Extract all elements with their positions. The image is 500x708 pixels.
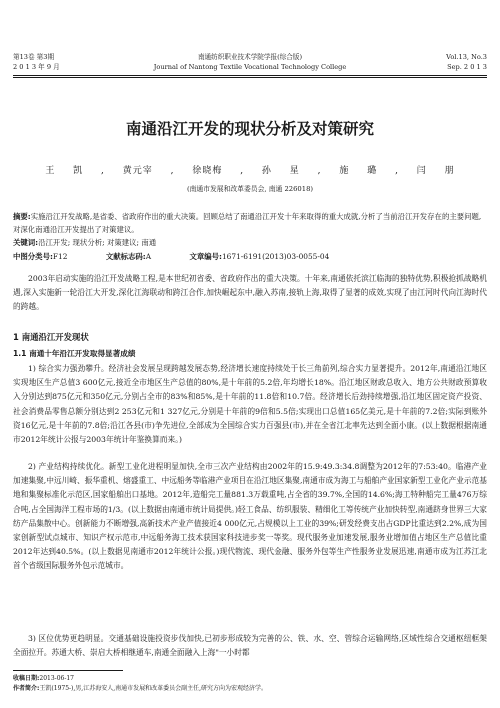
article-no-value: 1671-6191(2013)03-0055-04 (221, 252, 330, 261)
body-paragraph-2: 2) 产业结构持续优化。新型工业化进程明显加快,全市三次产业结构由2002年的15.9:49.3:34.8调整为2012年的7:53:40。临港产业加速集聚,中远川崎、振华重机、熔盛重工、中远船务等临港产业项目在沿江地区集聚,南通市成为海工与船舶产业国家新型工业化产业示范基地和集聚标准化示范区,国家船舶出口基地。2012年,造船完工量881.3万载重吨,占全省的39.7%,全国的14.6%;海工特种船完工量476万综合吨,占全国海洋工程市场的1/3。(以上数据由南通市统计局提供。)轻工食品、纺织服装、精细化工等传统产业加快转型,南通跻身世界三大家纺产品集散中心。创新能力不断增强,高新技术产业产值接近4 000亿元,占规模以上工业的39%;研发经费支出占GDP比重达到2.2%,成为国家创新型试点城市、知识产权示范市,中远船务海工技术获国家科技进步奖一等奖。现代服务业加速发展,服务业增加值占地区生产总值比重2012年达到40.5%。(以上数据见南通市2012年统计公报。)现代物流、现代金融、服务外包等生产性服务业发展迅速,南通市成为江苏江北首个省级国际服务外包示范城市。 (13, 462, 487, 571)
header-date: 2 0 1 3 年 9 月 (13, 63, 60, 71)
author-bio-label: 作者简介: (13, 685, 40, 692)
header-date-en: Sep. 2 0 1 3 (447, 63, 487, 71)
clc-label: 中图分类号: (13, 252, 53, 261)
keywords-line (13, 236, 487, 249)
section-heading: 1 南通沿江开发现状 (13, 332, 89, 342)
article-title: 南通沿江开发的现状分析及对策研究 (125, 120, 374, 138)
running-header (0, 52, 500, 74)
received-label: 收稿日期: (13, 675, 40, 682)
footnote-received (13, 674, 487, 684)
journal-name-en: Journal of Nantong Textile Vocational Technology College (153, 63, 347, 71)
header-issue (13, 52, 123, 72)
header-volume-issue: 第13卷 第3期 (13, 53, 55, 61)
abstract-text: 实施沿江开发战略,是省委、省政府作出的重大决策。回顾总结了南通沿江开发十年来取得的重大成就,分析了当前沿江开发存在的主要问题,对深化南通沿江开发提出了对策建议。 (13, 212, 482, 234)
clc-value: F12 (52, 252, 68, 261)
header-volume-en: Vol.13, No.3 (446, 53, 487, 61)
header-divider (13, 75, 487, 76)
keywords-label: 关键词: (13, 238, 39, 247)
footnote-author (13, 684, 487, 694)
footnote-divider (13, 670, 123, 671)
journal-name-cn: 南通纺织职业技术学院学报(综合版) (197, 53, 303, 61)
doc-code-label: 文献标志码: (105, 252, 146, 261)
article-authors: 王 凯 , 黄元宰 , 徐晓梅 , 孙 星 , 施 璐 , 闫 朋 (45, 166, 455, 176)
abstract-label: 摘要: (13, 212, 31, 221)
classification-line (13, 250, 487, 263)
received-date: 2013-06-17 (39, 675, 74, 682)
body-paragraph-1: 1) 综合实力强劲攀升。经济社会发展呈现跨越发展态势,经济增长速度持续处于长三角前列,综合实力显著提升。2012年,南通沿江地区实现地区生产总值3 600亿元,接近全市地区生产总值的80%,是十年前的5.2倍,年均增长18%。沿江地区财政总收入、地方公共财政预算收入分别达到875亿元和350亿元,分别占全市的83%和85%,是十年前的11.8倍和10.7倍。经济增长后劲持续增强,沿江地区固定资产投资、社会消费品零售总额分别达到2 253亿元和1 327亿元,分别是十年前的9倍和5.5倍;实现出口总值165亿美元,是十年前的7.2倍;实际到账外资16亿元,是十年前的7.8倍;沿江各县(市)争先进位,全部成为全国综合实力百强县(市),并在全省江北率先达到全面小康。(以上数据根据南通市2012年统计公报与2003年统计年鉴换算而来。) (13, 364, 487, 445)
header-divider-thin (13, 77, 487, 78)
author-bio: 王凯(1975-),男,江苏海安人,南通市发展和改革委员会副主任,研究方向为宏观经济学。 (39, 685, 268, 692)
article-affiliation: (南通市发展和改革委员会, 南通 226018) (186, 185, 314, 193)
subsection-heading: 1.1 南通十年沿江开发取得显著成绩 (13, 349, 136, 358)
header-journal (120, 52, 380, 72)
abstract-block (13, 210, 487, 236)
intro-paragraph: 2003年启动实施的沿江开发战略工程,是本世纪初省委、省政府作出的重大决策。十年来,南通依托滨江临海的独特优势,积极抢抓战略机遇,深入实施新一轮沿江大开发,深化江海联动和跨江合作,加快崛起东中,融入苏南,接轨上海,取得了显著的成效,实现了由江河时代向江海时代的跨越。 (13, 274, 487, 312)
article-no-label: 文章编号: (189, 252, 222, 261)
keywords-text: 沿江开发; 现状分析; 对策建议; 南通 (38, 238, 157, 247)
doc-code-value: A (145, 252, 152, 261)
body-paragraph-3: 3) 区位优势更趋明显。交通基础设施投资步伐加快,已初步形成较为完善的公、铁、水、空、管综合运输网络,区域性综合交通枢纽框架全面拉开。苏通大桥、崇启大桥相继通车,南通全面融入上海"一小时都 (13, 634, 487, 658)
header-issue-en (377, 52, 487, 72)
